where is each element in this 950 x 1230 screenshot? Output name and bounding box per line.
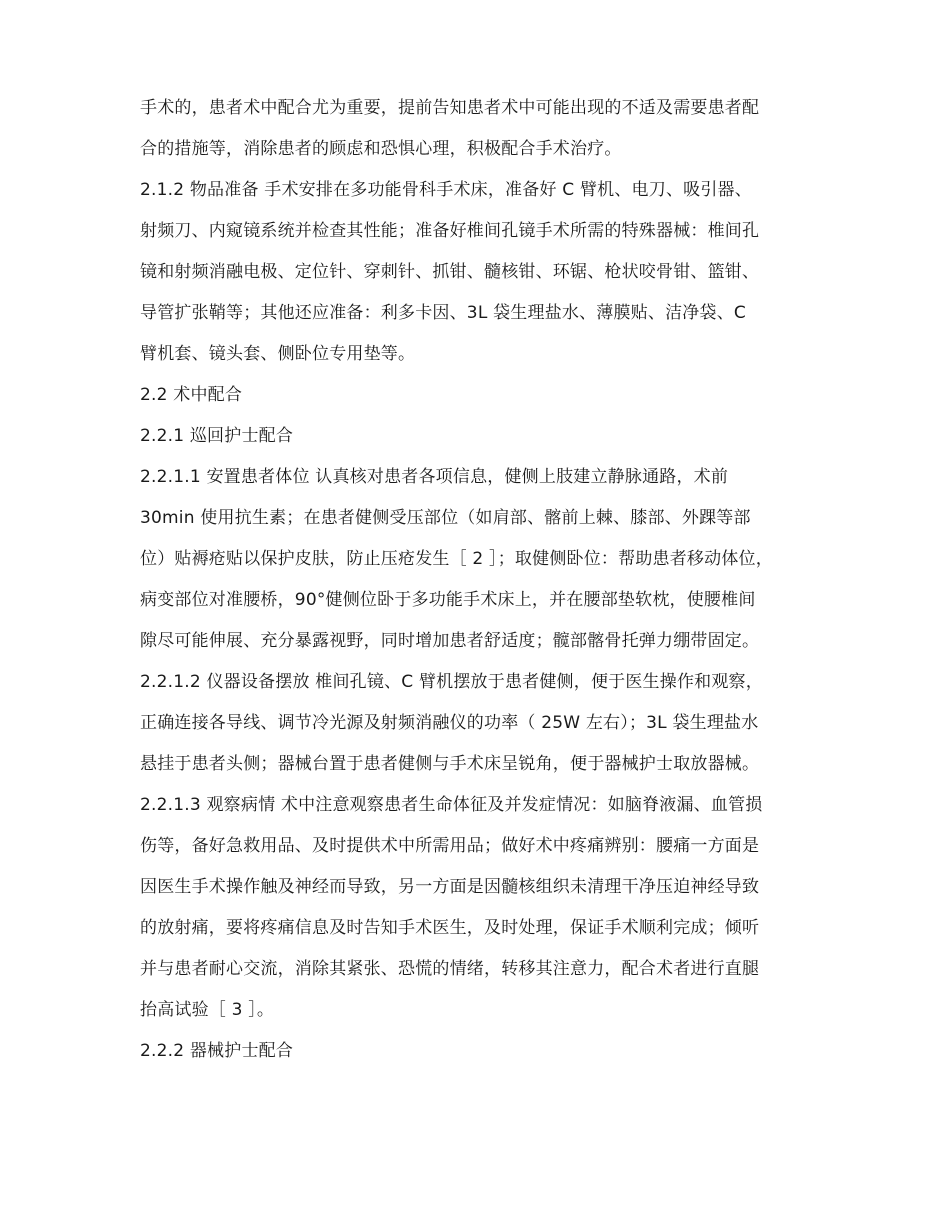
section-heading-2-2-2: 2.2.2 器械护士配合 bbox=[140, 1041, 294, 1061]
text-line: 导管扩张鞘等；其他还应准备：利多卡因、3L 袋生理盐水、薄膜贴、洁净袋、C bbox=[140, 303, 746, 323]
text-line: 正确连接各导线、调节冷光源及射频消融仪的功率（ 25W 左右）；3L 袋生理盐水 bbox=[140, 713, 759, 733]
text-line: 抬高试验［ 3 ］。 bbox=[140, 1000, 275, 1020]
section-heading-2-2-1: 2.2.1 巡回护士配合 bbox=[140, 426, 294, 446]
section-heading-2-2-1-1: 2.2.1.1 安置患者体位 认真核对患者各项信息，健侧上肢建立静脉通路，术前 bbox=[140, 467, 729, 487]
text-line: 因医生手术操作触及神经而导致，另一方面是因髓核组织未清理干净压迫神经导致 bbox=[140, 877, 760, 897]
section-heading-2-2-1-2: 2.2.1.2 仪器设备摆放 椎间孔镜、C 臂机摆放于患者健侧，便于医生操作和观察， bbox=[140, 672, 763, 692]
section-heading-2-2: 2.2 术中配合 bbox=[140, 385, 243, 405]
text-line: 臂机套、镜头套、侧卧位专用垫等。 bbox=[140, 344, 416, 364]
text-line: 镜和射频消融电极、定位针、穿刺针、抓钳、髓核钳、环锯、枪状咬骨钳、篮钳、 bbox=[140, 262, 760, 282]
text-line: 并与患者耐心交流，消除其紧张、恐慌的情绪，转移其注意力，配合术者进行直腿 bbox=[140, 959, 760, 979]
text-line: 伤等，备好急救用品、及时提供术中所需用品；做好术中疼痛辨别：腰痛一方面是 bbox=[140, 836, 760, 856]
body-text bbox=[140, 88, 830, 1072]
text-line: 30min 使用抗生素；在患者健侧受压部位（如肩部、髂前上棘、膝部、外踝等部 bbox=[140, 508, 751, 528]
text-line: 病变部位对准腰桥，90°健侧位卧于多功能手术床上，并在腰部垫软枕，使腰椎间 bbox=[140, 590, 756, 610]
text-line: 手术的，患者术中配合尤为重要，提前告知患者术中可能出现的不适及需要患者配 bbox=[140, 98, 760, 118]
text-line: 悬挂于患者头侧；器械台置于患者健侧与手术床呈锐角，便于器械护士取放器械。 bbox=[140, 754, 760, 774]
text-line: 位）贴褥疮贴以保护皮肤，防止压疮发生［ 2 ］；取健侧卧位：帮助患者移动体位， bbox=[140, 549, 773, 569]
text-line: 射频刀、内窥镜系统并检查其性能；准备好椎间孔镜手术所需的特殊器械：椎间孔 bbox=[140, 221, 760, 241]
section-heading-2-1-2: 2.1.2 物品准备 手术安排在多功能骨科手术床，准备好 C 臂机、电刀、吸引器、 bbox=[140, 180, 752, 200]
text-line: 合的措施等，消除患者的顾虑和恐惧心理，积极配合手术治疗。 bbox=[140, 139, 622, 159]
text-line: 的放射痛，要将疼痛信息及时告知手术医生，及时处理，保证手术顺利完成；倾听 bbox=[140, 918, 760, 938]
section-heading-2-2-1-3: 2.2.1.3 观察病情 术中注意观察患者生命体征及并发症情况：如脑脊液漏、血管损 bbox=[140, 795, 763, 815]
text-line: 隙尽可能伸展、充分暴露视野，同时增加患者舒适度；髋部髂骨托弹力绷带固定。 bbox=[140, 631, 760, 651]
